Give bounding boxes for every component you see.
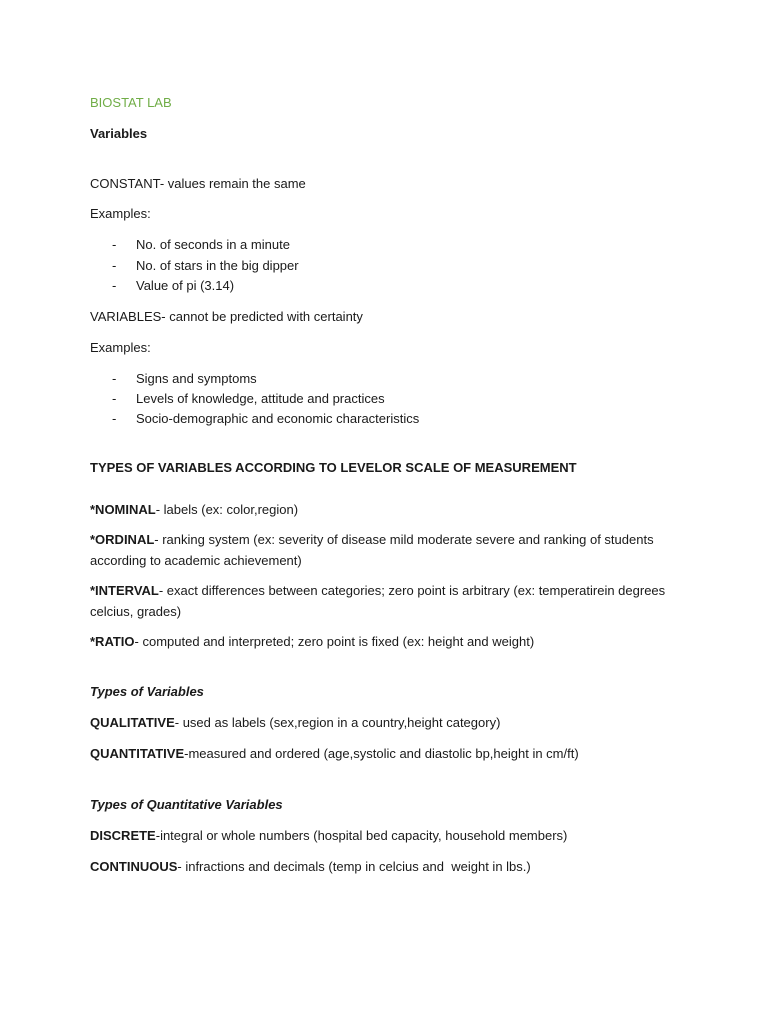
scale-interval	[90, 580, 670, 622]
quantitative-term: QUANTITATIVE	[90, 746, 185, 761]
scale-def: - exact differences between categories; zero point is arbitrary (ex: temperatirein degrees celcius, grades)	[90, 583, 666, 619]
scale-nominal	[90, 502, 298, 518]
bullet-dash: -	[112, 391, 117, 406]
discrete-term: DISCRETE	[90, 828, 156, 843]
qualitative-term: QUALITATIVE	[90, 715, 175, 730]
discrete-def: -integral or whole numbers (hospital bed capacity, household members)	[155, 828, 568, 843]
list-item: Socio-demographic and economic characteristics	[136, 411, 420, 426]
constant-def: - values remain the same	[159, 176, 306, 191]
list-item: Value of pi (3.14)	[136, 278, 235, 293]
bullet-dash: -	[112, 411, 117, 426]
scale-def: - ranking system (ex: severity of disease mild moderate severe and ranking of students according to academic achievement)	[90, 532, 654, 568]
constant-term: CONSTANT	[90, 176, 160, 191]
continuous-def: - infractions and decimals (temp in celcius and weight in lbs.)	[177, 859, 531, 874]
variables-examples-label: Examples:	[90, 340, 151, 355]
scale-def: - computed and interpreted; zero point is fixed (ex: height and weight)	[134, 634, 535, 649]
types-of-variables-heading: Types of Variables	[90, 684, 204, 699]
bullet-dash: -	[112, 371, 117, 386]
quantitative-definition	[90, 746, 579, 762]
variables-term: VARIABLES	[90, 309, 162, 324]
list-item: Levels of knowledge, attitude and practices	[136, 391, 385, 406]
constant-definition	[90, 176, 306, 192]
discrete-definition	[90, 828, 567, 844]
constant-examples-label: Examples:	[90, 206, 151, 221]
scale-term: *INTERVAL	[90, 583, 159, 598]
variables-definition	[90, 309, 363, 325]
scale-ratio	[90, 634, 534, 650]
qualitative-def: - used as labels (sex,region in a country,height category)	[174, 715, 501, 730]
continuous-term: CONTINUOUS	[90, 859, 178, 874]
quantitative-def: -measured and ordered (age,systolic and diastolic bp,height in cm/ft)	[184, 746, 579, 761]
document-title: BIOSTAT LAB	[90, 95, 172, 110]
scale-term: *ORDINAL	[90, 532, 155, 547]
variables-def: - cannot be predicted with certainty	[161, 309, 363, 324]
list-item: Signs and symptoms	[136, 371, 257, 386]
types-heading: TYPES OF VARIABLES ACCORDING TO LEVELOR SCALE OF MEASUREMENT	[90, 460, 577, 475]
scale-ordinal	[90, 529, 670, 571]
qualitative-definition	[90, 715, 500, 731]
scale-def: - labels (ex: color,region)	[155, 502, 299, 517]
list-item: No. of seconds in a minute	[136, 237, 290, 252]
scale-term: *NOMINAL	[90, 502, 156, 517]
bullet-dash: -	[112, 258, 117, 273]
bullet-dash: -	[112, 278, 117, 293]
bullet-dash: -	[112, 237, 117, 252]
list-item: No. of stars in the big dipper	[136, 258, 299, 273]
section-heading-variables: Variables	[90, 126, 148, 141]
scale-term: *RATIO	[90, 634, 135, 649]
continuous-definition	[90, 859, 531, 875]
types-quantitative-heading: Types of Quantitative Variables	[90, 797, 283, 812]
